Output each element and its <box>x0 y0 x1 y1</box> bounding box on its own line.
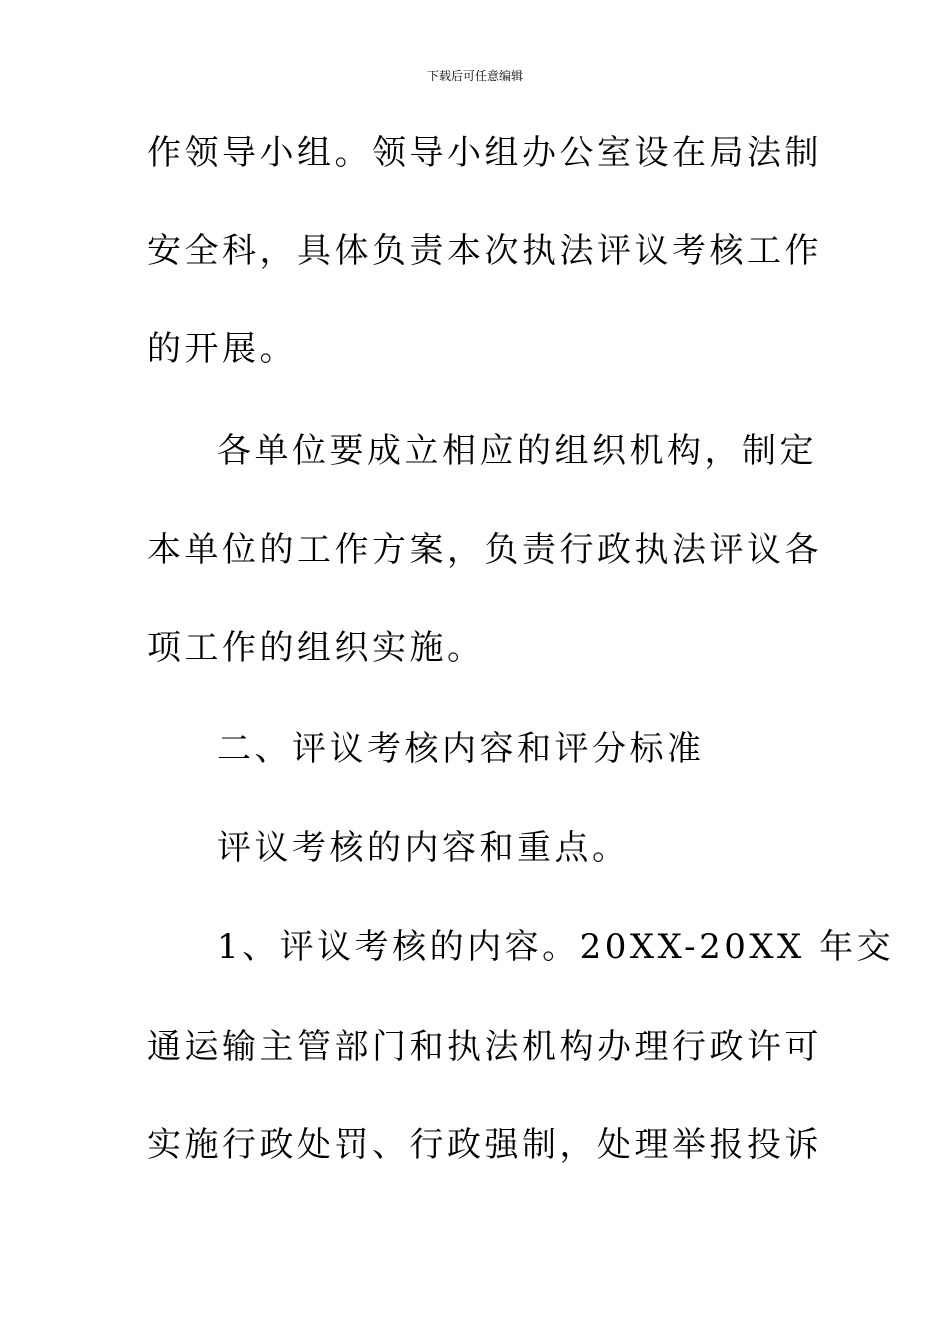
body-text-line: 的开展。 <box>147 329 297 369</box>
body-text-line: 本单位的工作方案，负责行政执法评议各 <box>147 530 822 570</box>
body-text-line: 作领导小组。领导小组办公室设在局法制 <box>147 133 822 173</box>
body-text-line: 项工作的组织实施。 <box>147 628 485 668</box>
paragraph-start-line: 评议考核的内容和重点。 <box>217 828 630 868</box>
body-text-line: 通运输主管部门和执法机构办理行政许可 <box>147 1027 822 1067</box>
body-text-line: 实施行政处罚、行政强制，处理举报投诉 <box>147 1125 822 1165</box>
page-header-note: 下载后可任意编辑 <box>426 69 523 83</box>
body-text-line: 安全科，具体负责本次执法评议考核工作 <box>147 231 822 271</box>
section-heading: 二、评议考核内容和评分标准 <box>217 729 705 769</box>
paragraph-start-line: 1、评议考核的内容。20XX-20XX 年交 <box>217 927 895 967</box>
paragraph-start-line: 各单位要成立相应的组织机构，制定 <box>217 431 817 471</box>
